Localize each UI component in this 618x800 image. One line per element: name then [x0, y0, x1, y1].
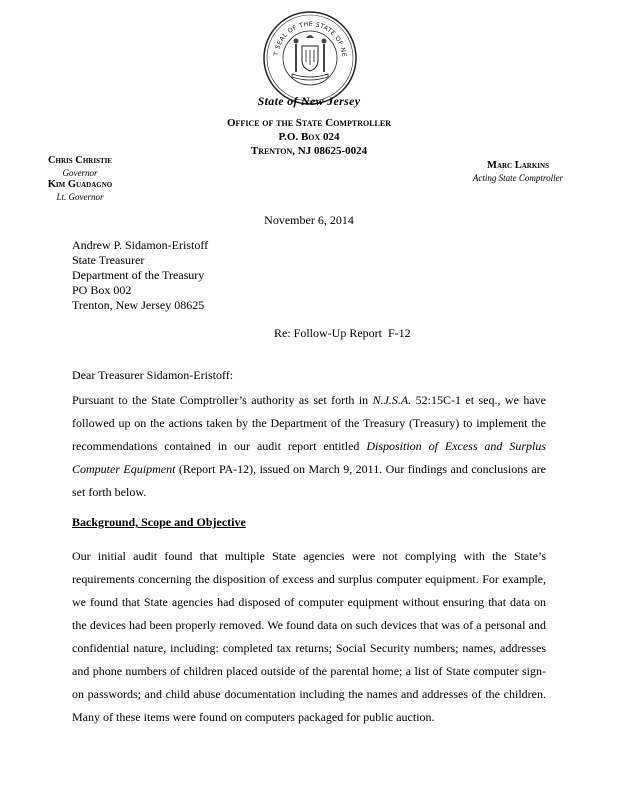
letter-date: November 6, 2014 [264, 213, 354, 227]
intro-text-3: (Report PA-12), issued on March 9, 2011. Our findings and conclusions are set forth below. [72, 462, 546, 499]
comptroller-name: Marc Larkins [487, 160, 549, 171]
salutation: Dear Treasurer Sidamon-Eristoff: [72, 368, 234, 382]
office-address-block [0, 116, 618, 158]
recipient-department: Department of the Treasury [72, 268, 205, 282]
intro-paragraph [72, 389, 546, 504]
report-title: Disposition of Excess and Surplus Computer Equipment [72, 439, 547, 476]
seal-icon [262, 10, 358, 106]
lt-governor-name: Kim Guadagno [47, 179, 113, 190]
recipient-po-box: PO Box 002 [72, 283, 132, 297]
section-heading: Background, Scope and Objective [72, 515, 246, 529]
seal-text: T SEAL OF THE STATE OF NE [273, 20, 348, 58]
office-city-zip: Trenton, NJ 08625-0024 [250, 145, 368, 157]
governor-name: Chris Christie [47, 155, 113, 166]
statute-citation: N.J.S.A. [372, 393, 412, 407]
lt-governor-title: Lt. Governor [56, 192, 104, 202]
office-po-box: P.O. Box 024 [278, 131, 340, 143]
office-name: Office of the State Comptroller [226, 117, 391, 129]
intro-text-2: 52:15C-1 et seq., we have followed up on the actions taken by the Department of the Treasury (Treasury) to implement the recommendations contained in our audit report entitled [72, 393, 546, 453]
comptroller-block [460, 160, 576, 184]
recipient-title: State Treasurer [72, 253, 145, 267]
reference-line: Re: Follow-Up Report F-12 [274, 326, 411, 340]
recipient-name: Andrew P. Sidamon-Eristoff [72, 238, 209, 252]
governor-block [42, 155, 118, 203]
comptroller-title: Acting State Comptroller [472, 173, 564, 183]
state-seal [262, 10, 358, 106]
recipient-city: Trenton, New Jersey 08625 [72, 298, 205, 312]
intro-text-1: Pursuant to the State Comptroller’s authority as set forth in [72, 393, 373, 407]
background-paragraph: Our initial audit found that multiple State agencies were not complying with the State’s requirements concerning the disposition of excess and surplus computer equipment. For example, we found that State agencies had disposed of computer equipment without ensuring that data on the devices had been properly removed. We found data on such devices that was of a personal and confidential nature, including: completed tax returns; Social Security numbers; names, addresses and phone numbers of children placed outside of the parental home; a list of State computer sign-on passwords; and child abuse documentation including the names and addresses of the children. Many of these items were found on computers packaged for public auction. [72, 549, 546, 724]
governor-title: Governor [62, 168, 98, 178]
state-name: State of New Jersey [257, 94, 361, 108]
recipient-address [72, 238, 208, 313]
